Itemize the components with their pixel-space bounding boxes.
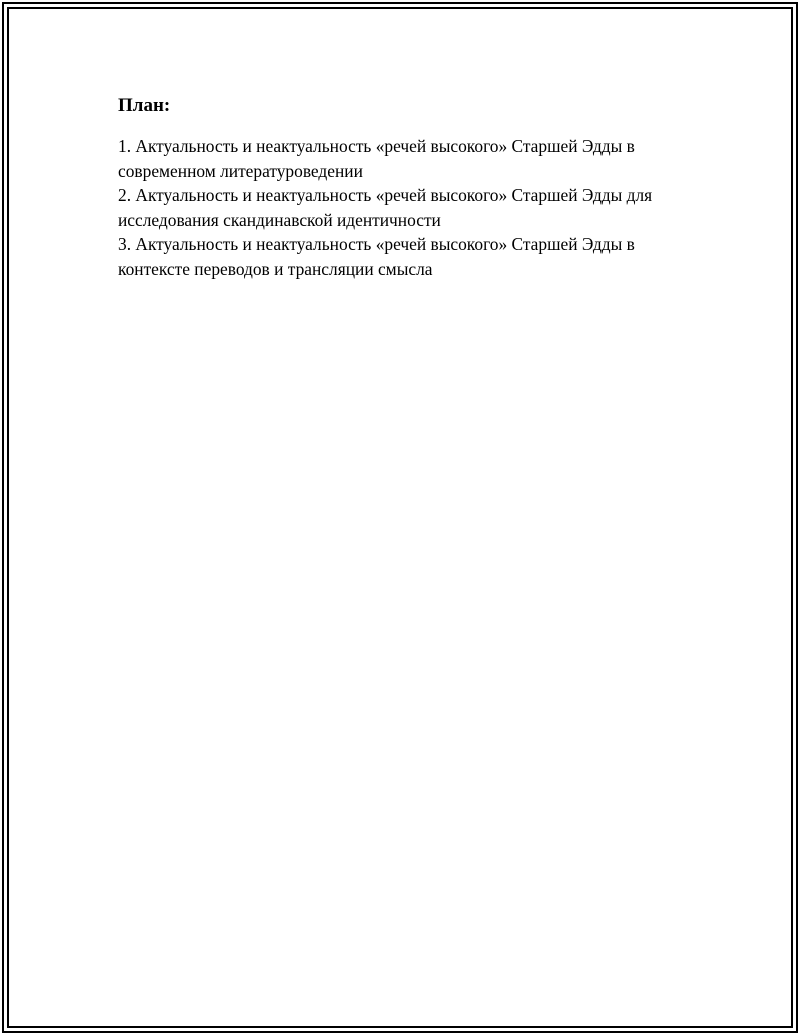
plan-item-3: 3. Актуальность и неактуальность «речей высокого» Старшей Эдды в контексте переводов и трансляции смысла <box>118 234 635 279</box>
plan-item-2: 2. Актуальность и неактуальность «речей высокого» Старшей Эдды для исследования скандинавской идентичности <box>118 185 653 230</box>
plan-heading: План: <box>118 95 171 116</box>
plan-item-1: 1. Актуальность и неактуальность «речей высокого» Старшей Эдды в современном литературоведении <box>118 136 635 181</box>
plan-list <box>118 134 698 281</box>
document-content <box>118 94 698 281</box>
